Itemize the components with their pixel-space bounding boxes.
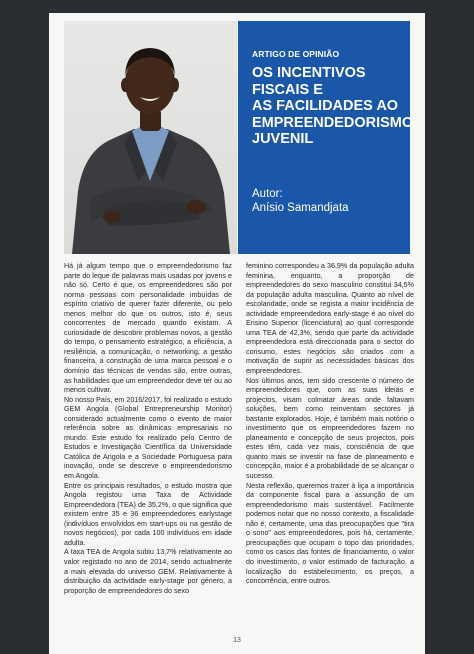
title-line: AS FACILIDADES AO [252,98,399,114]
title-line: JUVENIL [252,131,314,147]
page-number: 13 [233,637,241,644]
title-line: EMPREENDEDORISMO [252,114,414,131]
title-line: OS INCENTIVOS [252,65,366,81]
paragraph: Nos últimos anos, tem sido crescente o número de empreendedores que, com as suas ideias e projectos, visam colmatar áreas onde faltavam soluções, bem como reinventam sectores já bastante explorados. Hoje, é também mais notório o investimento que os empreendedores fazem no planeamento e concepção de seus projectos, pois estes têm, cada vez mais, consciência de que quanto mais se investir na fase de planeamento e concepção, maior é a probabilidade de se alcançar o sucesso. [246,376,414,481]
author-label: Autor: [252,188,283,200]
title-box [238,21,414,254]
paragraph: Há já algum tempo que o empreendedorismo faz parte do leque de palavras mais usadas por jovens e não só. Certo é que, os empreendedores são por norma pessoas com personalidade imbuídas de espírito criativo de querer fazer diferente, ou pelo menos melhor do que os outros, isto é, seus concorrentes de mercado quando existam. A curiosidade de descobrir problemas novos, a gestão do tempo, o pensamento estratégico, a eficiência, a resiliência, a comunicação, o networking, a gestão financeira, a construção de uma marca pessoal e o domínio das técnicas de vendas são, entre outras, as habilidades que um empreendedor deve ter ou ao menos cultivar. [64,262,232,395]
author-photo [64,21,237,254]
paragraph: Entre os principais resultados, o estudo mostra que Angola registou uma Taxa de Actividade Empreendedora (TEA) de 35,2%, o que significa que existem entre 35 e 36 empreendedores earlystage (indivíduos envolvidos em start-ups ou na gestão de novos negócios), por cada 100 indivíduos em idade adulta. [64,481,232,547]
paragraph: feminino correspondeu a 36,9% da população adulta feminina, enquanto, a proporção de empreendedores do sexo masculino constitui 34,5% da população adulta masculina. Quanto ao nível de escolaridade, onde se regista a maior incidência de actividade empreendedora early-stage é ao nível do Ensino Superior (licenciatura) ao qual corresponde uma TEA de 42,3%, sendo que parte da actividade empreendedora está direccionada para o sector do consumo, estes negócios são criados com a motivação de suprir as necessidades básicas dos empreendedores. [246,262,414,376]
paragraph: Nesta reflexão, queremos trazer à liça a importância da componente fiscal para a assunção de um empreendedorismo mais sustentável. Facilmente podemos notar que no nosso contexto, a fiscalidade não é, certamente, uma das preocupações que "tira o sono" aos empreendedores, pois há, certamente, preocupações que ocupam o topo das prioridades, como os casos das fontes de financiamento, o valor do investimento, o valor estimado de facturação, a localização do estabelecimento, os preços, a concorrência, entre outros. [246,481,414,586]
section-kicker: ARTIGO DE OPINIÃO [252,49,340,59]
author-name: Anísio Samandjata [252,202,349,214]
body-column-left [64,262,232,596]
magazine-page [49,13,425,654]
paragraph: No nosso País, em 2016/2017, foi realizado o estudo GEM Angola (Global Entrepreneurship Monitor) considerado actualmente como o evento de maior referência sobre as dinâmicas empresariais no mundo. Este estudo foi realizado pelo Centro de Estudos e Investigação Científica da Universidade Católica de Angola e a Sociedade Portuguesa para inovação, onde se descreve o empreendedorismo em Angola. [64,395,232,481]
article-title [252,65,414,148]
title-line: FISCAIS E [252,81,323,98]
body-column-right [246,262,414,587]
paragraph: A taxa TEA de Angola subiu 13,7% relativamente ao valor registado no ano de 2014, sendo actualmente a mais elevada do universo GEM. Relativamente à distribuição da actividade early-stage por género, a proporção de empreendedores do sexo [64,548,232,595]
